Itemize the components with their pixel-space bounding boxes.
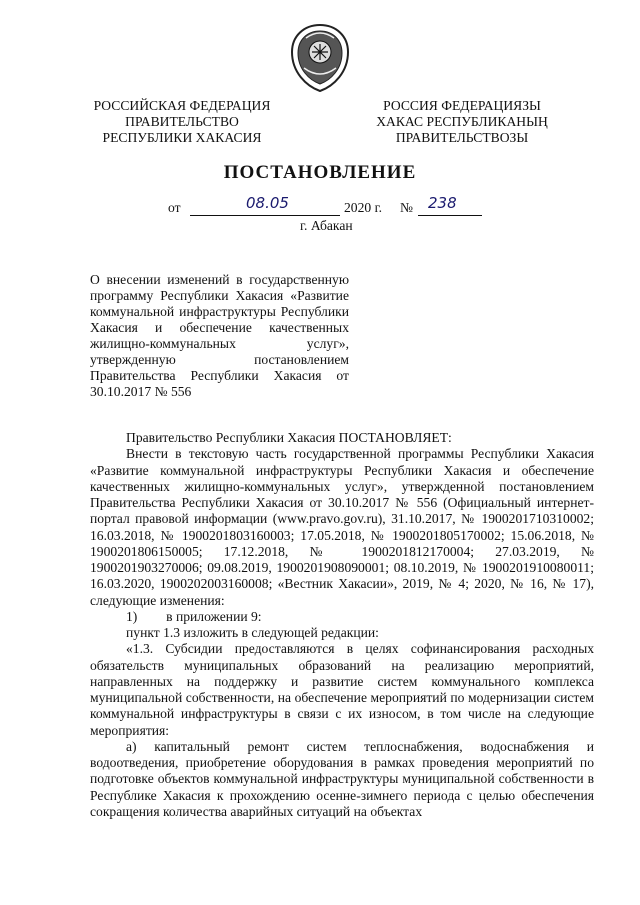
subpoint-a: а) капитальный ремонт систем теплоснабжения, водоснабжения и водоотведения, приобретение оборудования в рамках проведения мероприятий по подготовке объектов коммунальной инфраструктуры муниципальной собственности в Республике Хакасия к прохождению осенне-зимнего периода с целью обеспечения сокращения количества аварийных ситуаций на объектах bbox=[90, 738, 594, 819]
coat-of-arms-emblem bbox=[286, 22, 354, 94]
intro-paragraph: Внести в текстовую часть государственной программы Республики Хакасия «Развитие коммунальной инфраструктуры Республики Хакасия и обеспечение качественных жилищно-коммунальных услуг», утвержденной постановлением Правительства Республики Хакасия от 30.10.2017 № 556 (Официальный интернет-портал правовой информации (www.pravo.gov.ru), 31.10.2017, № 1900201710310002; 16.03.2018, № 1900201803160003; 17.05.2018, № 1900201805170002; 15.06.2018, № 1900201806150005; 17.12.2018, № 1900201812170004; 27.03.2019, № 1900201903270006; 09.08.2019, 1900201908090001; 08.10.2019, № 1900201910080011; 16.03.2020, 1900202003160008; «Вестник Хакасии», 2019, № 4; 2020, № 16, № 17), следующие изменения: bbox=[90, 446, 594, 608]
handwritten-date: 08.05 bbox=[246, 194, 289, 212]
document-subject: О внесении изменений в государственную программу Республики Хакасия «Развитие коммунальной инфраструктуры Республики Хакасия и обеспечение качественных жилищно-коммунальных услуг», утвержденную постановлением Правительства Республики Хакасия от 30.10.2017 № 556 bbox=[90, 272, 349, 399]
item-1-number: 1) bbox=[126, 608, 138, 624]
date-underline bbox=[190, 215, 340, 216]
header-right-line: ХАКАС РЕСПУБЛИКАНЫҢ bbox=[376, 114, 548, 129]
item-1 bbox=[90, 609, 594, 625]
document-body bbox=[90, 430, 594, 820]
point-intro: пункт 1.3 изложить в следующей редакции: bbox=[126, 625, 379, 640]
decree-line: Правительство Республики Хакасия ПОСТАНОВЛЯЕТ: bbox=[126, 430, 452, 445]
date-year: 2020 г. bbox=[344, 200, 383, 215]
handwritten-number: 238 bbox=[428, 194, 457, 212]
point-text: «1.3. Субсидии предоставляются в целях софинансирования расходных обязательств муниципальных образований на реализацию мероприятий, направленных на поддержку и развитие систем коммунального комплекса муниципальной собственности, на обеспечение мероприятий по модернизации систем коммунальной инфраструктуры в связи с их износом, в том числе на следующие мероприятия: bbox=[90, 641, 594, 738]
item-1-text: в приложении 9: bbox=[166, 608, 262, 624]
header-left bbox=[72, 98, 292, 146]
date-prefix: от bbox=[168, 200, 181, 215]
header-right-line: РОССИЯ ФЕДЕРАЦИЯЗЫ bbox=[383, 98, 541, 113]
number-label: № bbox=[400, 200, 413, 215]
date-row bbox=[168, 194, 528, 220]
header-left-line: РЕСПУБЛИКИ ХАКАСИЯ bbox=[102, 130, 262, 145]
number-underline bbox=[418, 215, 482, 216]
document-title: ПОСТАНОВЛЕНИЕ bbox=[223, 162, 417, 183]
header-right bbox=[352, 98, 572, 146]
header-right-line: ПРАВИТЕЛЬСТВОЗЫ bbox=[395, 130, 529, 145]
header-left-line: ПРАВИТЕЛЬСТВО bbox=[125, 114, 239, 129]
city: г. Абакан bbox=[300, 218, 353, 233]
header-left-line: РОССИЙСКАЯ ФЕДЕРАЦИЯ bbox=[93, 98, 271, 113]
